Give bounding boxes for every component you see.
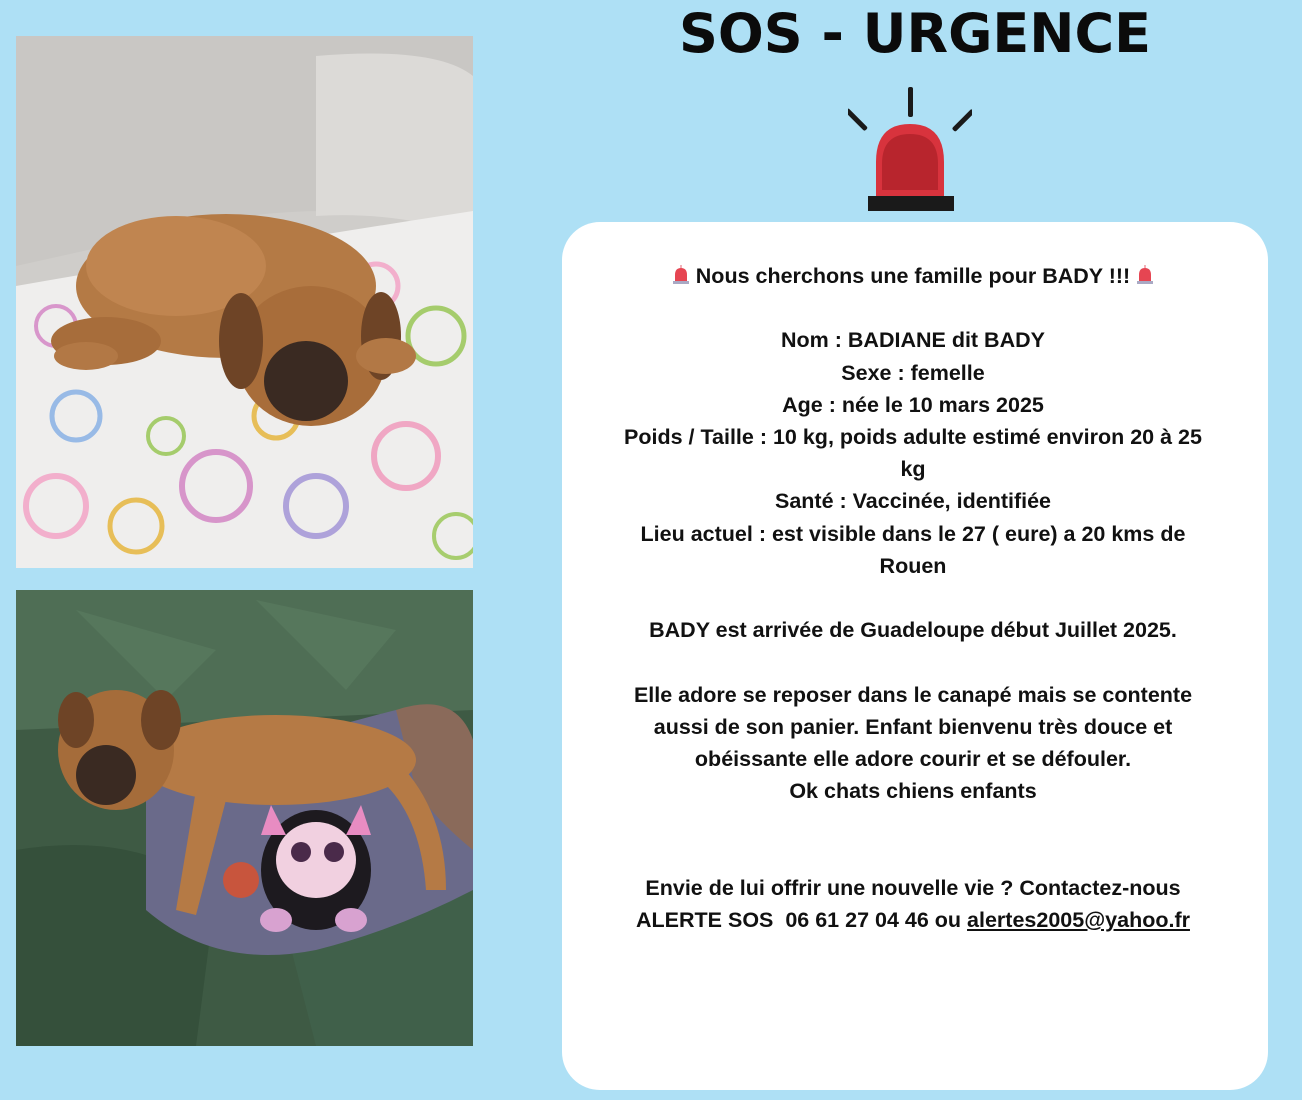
description-line-3: obéissante elle adore courir et se défouler. xyxy=(694,747,1132,771)
headline xyxy=(580,260,1246,292)
email-link[interactable]: alertes2005@yahoo.fr xyxy=(967,907,1190,932)
poids-line-cont: kg xyxy=(900,457,926,482)
photo-dog-on-green-sofa xyxy=(16,590,473,1046)
sexe-line: Sexe : femelle xyxy=(841,360,985,385)
siren-icon xyxy=(848,84,972,216)
contact-phone: ALERTE SOS 06 61 27 04 46 ou xyxy=(636,907,968,932)
description-line-1: Elle adore se reposer dans le canapé mais se contente xyxy=(633,682,1193,707)
info-card-content xyxy=(580,260,1246,936)
siren-emoji-icon xyxy=(672,265,690,285)
siren-emoji-icon xyxy=(1136,265,1154,285)
sante-line: Santé : Vaccinée, identifiée xyxy=(774,489,1052,514)
nom-line: Nom : BADIANE dit BADY xyxy=(781,328,1045,353)
description-line-2: aussi de son panier. Enfant bienvenu très douce et xyxy=(653,714,1173,739)
page-title: SOS - URGENCE xyxy=(678,2,1152,65)
photo-dog-on-flowered-sofa xyxy=(16,36,473,568)
lieu-line-cont: Rouen xyxy=(879,553,947,578)
poids-line: Poids / Taille : 10 kg, poids adulte estimé environ 20 à 25 xyxy=(624,425,1202,449)
age-line: Age : née le 10 mars 2025 xyxy=(782,392,1044,417)
lieu-line: Lieu actuel : est visible dans le 27 ( eure) a 20 kms de xyxy=(640,521,1186,546)
contact-line-1: Envie de lui offrir une nouvelle vie ? Contactez-nous xyxy=(645,875,1181,900)
contact-line-2 xyxy=(580,904,1246,936)
arrivee-line: BADY est arrivée de Guadeloupe début Juillet 2025. xyxy=(649,618,1177,643)
description-line-4: Ok chats chiens enfants xyxy=(789,779,1037,804)
headline-text: Nous cherchons une famille pour BADY !!! xyxy=(695,264,1131,288)
